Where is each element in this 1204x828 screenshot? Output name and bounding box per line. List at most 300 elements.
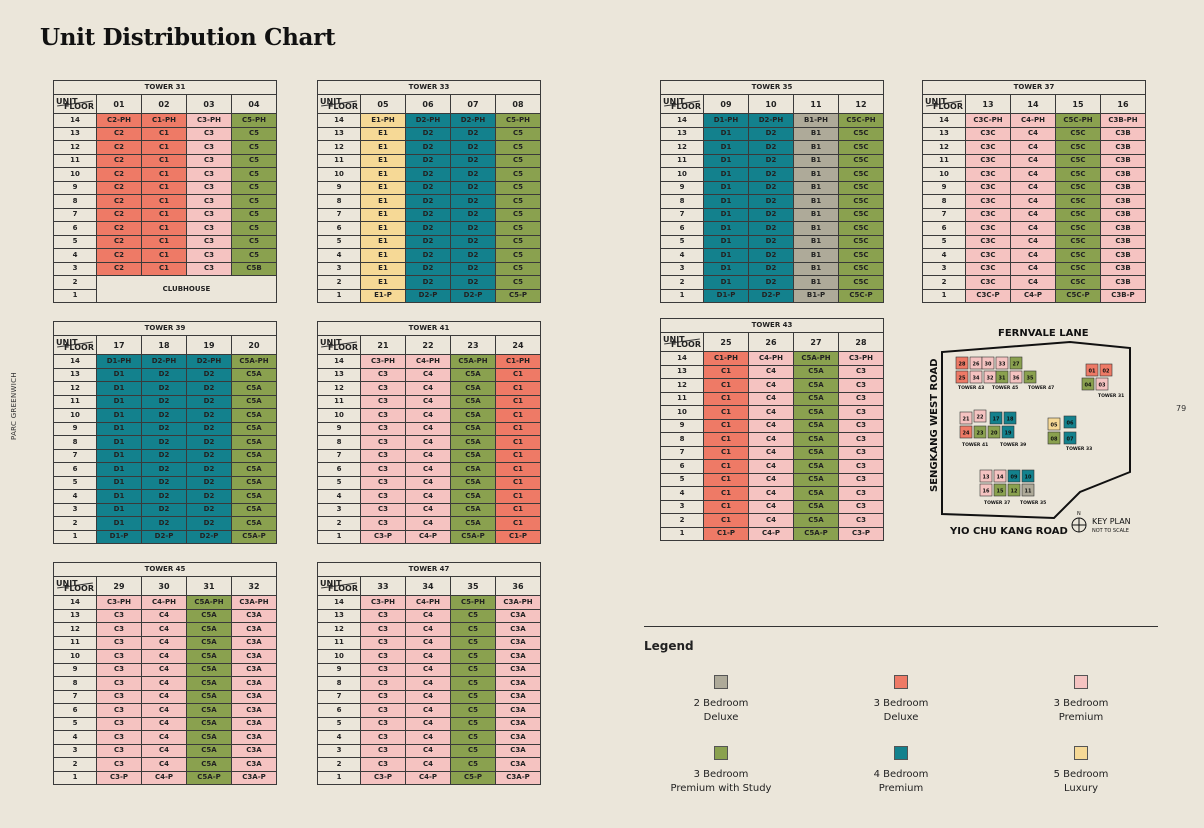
unit-type-cell: C4 [749,460,794,474]
legend-item [656,746,786,796]
key-plan-tower-label: TOWER 43 [958,386,985,391]
floor-number: 5 [318,235,361,249]
key-plan-unit-label: 15 [996,488,1004,495]
unit-type-cell: C3B [1101,222,1146,236]
legend-swatch [894,746,908,760]
unit-type-cell: C5A [187,650,232,664]
unit-type-cell: C3C [966,235,1011,249]
unit-type-cell: C3A-P [496,771,541,785]
unit-type-cell: C3B [1101,208,1146,222]
floor-row [318,422,541,436]
key-plan-unit-label: 28 [958,361,966,368]
unit-type-cell: C4 [406,690,451,704]
unit-type-cell: C3 [187,195,232,209]
unit-type-cell: C3 [361,449,406,463]
floor-row [318,289,541,303]
unit-type-cell: C5 [232,168,277,182]
floor-row [318,114,541,128]
floor-number: 12 [661,379,704,393]
legend-swatch [894,675,908,689]
unit-type-cell: D2 [406,235,451,249]
unit-type-cell: C4-PH [406,355,451,369]
legend-item [1016,675,1146,725]
floor-row [661,141,884,155]
unit-type-cell: C4 [406,744,451,758]
key-plan-unit-label: 24 [962,430,970,437]
unit-type-cell: C5C [1056,262,1101,276]
floor-row [923,127,1146,141]
floor-row [54,154,277,168]
floor-number: 1 [923,289,966,303]
unit-number: 27 [794,333,839,352]
floor-number: 9 [318,422,361,436]
unit-type-cell: C4 [142,650,187,664]
floor-number: 9 [318,663,361,677]
tower-name: TOWER 45 [54,563,277,577]
unit-type-cell: D2 [406,168,451,182]
floor-number: 12 [318,141,361,155]
floor-row [318,731,541,745]
unit-type-cell: C4-PH [406,596,451,610]
unit-type-cell: C5 [451,636,496,650]
unit-type-cell: C3C-P [966,289,1011,303]
unit-type-cell: C5A [794,487,839,501]
unit-type-cell: D2 [749,235,794,249]
floor-label: FLOOR [63,584,94,593]
floor-row [318,181,541,195]
unit-type-cell: C3A-PH [232,596,277,610]
unit-type-cell: C1 [704,392,749,406]
floor-label: FLOOR [327,102,358,111]
floor-number: 1 [54,530,97,544]
floor-number: 10 [318,409,361,423]
unit-type-cell: C5 [496,249,541,263]
unit-floor-header [923,95,966,114]
floor-number: 9 [318,181,361,195]
key-plan-unit-label: 01 [1088,368,1096,375]
tower-table [922,80,1146,303]
floor-number: 2 [54,517,97,531]
floor-row [661,249,884,263]
unit-type-cell: C3-P [97,771,142,785]
tower-table [53,562,277,785]
floor-row [318,409,541,423]
unit-type-cell: C3 [361,704,406,718]
unit-type-cell: C5C [1056,235,1101,249]
floor-row [54,222,277,236]
floor-number: 12 [54,382,97,396]
unit-type-cell: D1 [704,141,749,155]
unit-type-cell: C1 [704,433,749,447]
floor-row [661,514,884,528]
unit-type-cell: C5A [794,419,839,433]
unit-type-cell: E1 [361,235,406,249]
unit-type-cell: C5 [232,208,277,222]
floor-row [54,503,277,517]
floor-row [661,473,884,487]
unit-type-cell: C5C [839,195,884,209]
unit-type-cell: C4 [406,704,451,718]
unit-type-cell: C3 [97,623,142,637]
unit-type-cell: C3B-P [1101,289,1146,303]
unit-type-cell: C3 [361,650,406,664]
unit-type-cell: C2 [97,262,142,276]
unit-type-cell: C2 [97,235,142,249]
unit-type-cell: C5 [496,154,541,168]
unit-type-cell: C5A [794,379,839,393]
unit-type-cell: C3 [361,476,406,490]
floor-row [923,181,1146,195]
floor-number: 5 [318,717,361,731]
floor-row [318,195,541,209]
unit-type-cell: D1 [97,476,142,490]
key-plan-label: KEY PLAN [1092,517,1131,526]
unit-type-cell: C4 [406,758,451,772]
unit-type-cell: C3A [232,609,277,623]
unit-type-cell: C4-PH [749,352,794,366]
unit-type-cell: D1 [97,449,142,463]
floor-number: 7 [54,449,97,463]
key-plan-unit-label: 03 [1098,382,1106,389]
unit-type-cell: C3 [839,514,884,528]
unit-type-cell: C5 [451,758,496,772]
unit-type-cell: C1 [496,503,541,517]
key-plan-unit-label: 33 [998,361,1006,368]
unit-type-cell: C3B-PH [1101,114,1146,128]
unit-type-cell: C3A [232,650,277,664]
floor-number: 9 [923,181,966,195]
road-label-north: FERNVALE LANE [998,328,1089,339]
unit-label: UNIT [56,97,78,106]
unit-type-cell: C5A [187,717,232,731]
unit-type-cell: D2 [142,517,187,531]
unit-type-cell: C3B [1101,181,1146,195]
unit-type-cell: D1 [704,208,749,222]
floor-number: 4 [54,249,97,263]
key-plan-tower-label: TOWER 45 [992,386,1019,391]
unit-type-cell: C5C-PH [1056,114,1101,128]
unit-type-cell: C4 [406,731,451,745]
unit-type-cell: B1 [794,276,839,290]
floor-number: 10 [318,168,361,182]
floor-row [318,476,541,490]
floor-number: 13 [661,365,704,379]
unit-number: 23 [451,336,496,355]
floor-row [661,289,884,303]
floor-row [661,433,884,447]
floor-number: 9 [54,181,97,195]
floor-label: FLOOR [670,340,701,349]
unit-number: 03 [187,95,232,114]
unit-type-cell: C4 [1011,235,1056,249]
unit-type-cell: C5A [187,663,232,677]
key-plan-unit-label: 21 [962,416,970,423]
legend-label-line2: Deluxe [883,712,919,723]
tower-name: TOWER 43 [661,319,884,333]
floor-number: 2 [54,276,97,290]
unit-number: 01 [97,95,142,114]
floor-row [923,222,1146,236]
unit-label: UNIT [320,579,342,588]
unit-type-cell: C2 [97,222,142,236]
unit-number: 22 [406,336,451,355]
key-plan-unit-label: 06 [1066,420,1074,427]
unit-type-cell: C5 [496,127,541,141]
unit-type-cell: C3 [97,636,142,650]
legend-swatch [714,746,728,760]
floor-row [54,355,277,369]
unit-type-cell: D2 [187,517,232,531]
unit-type-cell: C5A-P [451,530,496,544]
tower-name: TOWER 35 [661,81,884,95]
floor-row [923,276,1146,290]
unit-type-cell: E1 [361,154,406,168]
unit-type-cell: C3 [361,409,406,423]
unit-type-cell: C3 [187,249,232,263]
floor-number: 9 [54,422,97,436]
floor-number: 1 [661,289,704,303]
floor-row [923,249,1146,263]
legend-label-line1: 4 Bedroom [873,769,929,780]
floor-number: 11 [318,636,361,650]
unit-type-cell: C3C [966,154,1011,168]
unit-type-cell: B1 [794,195,839,209]
unit-type-cell: C3A [496,744,541,758]
floor-number: 14 [923,114,966,128]
unit-type-cell: C5A [232,449,277,463]
unit-type-cell: C4 [749,514,794,528]
legend-item [656,675,786,725]
unit-type-cell: D2 [749,154,794,168]
unit-type-cell: C4 [142,663,187,677]
unit-type-cell: D2 [749,195,794,209]
unit-type-cell: C3 [361,758,406,772]
unit-type-cell: C5C [839,181,884,195]
unit-type-cell: C1 [496,422,541,436]
floor-row [54,208,277,222]
unit-type-cell: C3C [966,222,1011,236]
unit-type-cell: C5B [232,262,277,276]
floor-row [661,527,884,541]
unit-type-cell: C1 [142,181,187,195]
unit-type-cell: C3 [361,463,406,477]
unit-type-cell: C5A [794,406,839,420]
unit-type-cell: C3 [839,473,884,487]
unit-type-cell: C3 [97,717,142,731]
unit-type-cell: C1 [496,395,541,409]
unit-type-cell: D2 [142,409,187,423]
unit-type-cell: C5 [232,154,277,168]
floor-row [318,141,541,155]
unit-type-cell: C5A [794,460,839,474]
floor-label: FLOOR [63,343,94,352]
floor-row [661,392,884,406]
unit-type-cell: C3C [966,181,1011,195]
unit-type-cell: D2-P [406,289,451,303]
floor-row [54,141,277,155]
unit-type-cell: C3A-P [232,771,277,785]
unit-type-cell: C3 [187,141,232,155]
unit-type-cell: D2 [142,503,187,517]
unit-type-cell: C2 [97,195,142,209]
unit-type-cell: C5A-PH [232,355,277,369]
tower-table [53,321,277,544]
unit-type-cell: C5 [232,127,277,141]
floor-row [54,744,277,758]
key-plan-unit-label: 10 [1024,474,1032,481]
unit-type-cell: C2 [97,141,142,155]
unit-type-cell: D2 [142,449,187,463]
floor-number: 7 [923,208,966,222]
floor-row [318,249,541,263]
floor-row [318,355,541,369]
unit-type-cell: C3 [97,744,142,758]
unit-type-cell: C3C [966,249,1011,263]
unit-type-cell: C3B [1101,276,1146,290]
floor-row [923,208,1146,222]
key-plan-unit-label: 23 [976,430,984,437]
floor-number: 4 [318,731,361,745]
unit-type-cell: C5C [1056,195,1101,209]
key-plan-unit-label: 11 [1024,488,1032,495]
unit-type-cell: C4 [406,382,451,396]
unit-type-cell: C5 [232,195,277,209]
floor-number: 6 [54,704,97,718]
floor-row [318,382,541,396]
floor-row [54,704,277,718]
legend-label-line2: Deluxe [703,712,739,723]
unit-type-cell: C3 [839,406,884,420]
floor-number: 5 [923,235,966,249]
key-plan-tower-label: TOWER 35 [1020,501,1047,506]
unit-type-cell: E1 [361,181,406,195]
key-plan-unit-label: 34 [972,375,980,382]
floor-row [54,235,277,249]
unit-type-cell: B1 [794,127,839,141]
unit-type-cell: C5C [1056,127,1101,141]
floor-row [318,463,541,477]
unit-type-cell: C1 [142,127,187,141]
unit-type-cell: C5A [451,395,496,409]
unit-type-cell: C4 [749,446,794,460]
unit-type-cell: D2 [142,463,187,477]
unit-type-cell: C3 [97,677,142,691]
key-plan-unit-label: 17 [992,416,1000,423]
unit-type-cell: C1 [142,168,187,182]
floor-number: 14 [318,355,361,369]
floor-number: 14 [54,355,97,369]
unit-type-cell: C1 [704,514,749,528]
floor-row [318,744,541,758]
unit-type-cell: C3A [232,636,277,650]
unit-type-cell: C5A [232,368,277,382]
unit-type-cell: C5A [232,436,277,450]
unit-type-cell: C4 [749,406,794,420]
unit-type-cell: C3A [496,623,541,637]
unit-type-cell: C5 [232,249,277,263]
unit-type-cell: B1 [794,141,839,155]
floor-row [318,717,541,731]
floor-row [661,195,884,209]
unit-type-cell: C3 [361,490,406,504]
unit-type-cell: C4 [406,636,451,650]
unit-type-cell: C5C [839,154,884,168]
unit-type-cell: C5C [1056,181,1101,195]
unit-type-cell: C3 [839,379,884,393]
floor-number: 7 [318,208,361,222]
unit-number: 34 [406,577,451,596]
unit-type-cell: C4 [406,609,451,623]
unit-type-cell: C1 [704,379,749,393]
floor-row [54,262,277,276]
unit-type-cell: C4 [142,758,187,772]
unit-type-cell: C5 [496,181,541,195]
unit-type-cell: C1 [496,463,541,477]
key-plan-unit-label: 20 [990,430,998,437]
floor-row [923,114,1146,128]
unit-type-cell: C4 [406,717,451,731]
unit-type-cell: C3 [839,500,884,514]
unit-type-cell: C5A [451,368,496,382]
floor-number: 10 [661,168,704,182]
unit-type-cell: E1 [361,276,406,290]
unit-type-cell: C5A [451,449,496,463]
unit-type-cell: C4 [749,392,794,406]
floor-number: 13 [923,127,966,141]
unit-type-cell: C1 [496,368,541,382]
floor-number: 2 [54,758,97,772]
tower-table [317,80,541,303]
legend [644,626,1158,794]
floor-row [661,379,884,393]
floor-row [318,235,541,249]
floor-number: 12 [661,141,704,155]
floor-number: 3 [54,503,97,517]
floor-number: 13 [54,127,97,141]
unit-floor-header [54,336,97,355]
floor-row [54,168,277,182]
floor-row [318,262,541,276]
key-plan-blocks [956,357,1112,496]
unit-type-cell: C5A [794,500,839,514]
unit-type-cell: C4 [406,409,451,423]
floor-row [54,677,277,691]
unit-type-cell: D2 [187,503,232,517]
floor-label: FLOOR [327,584,358,593]
floor-row [54,623,277,637]
unit-type-cell: C4 [1011,154,1056,168]
floor-number: 1 [54,289,97,303]
floor-number: 11 [923,154,966,168]
floor-number: 13 [661,127,704,141]
unit-type-cell: C5 [232,141,277,155]
key-plan-unit-label: 35 [1026,375,1034,382]
unit-type-cell: C2 [97,181,142,195]
unit-type-cell: E1 [361,127,406,141]
unit-type-cell: C5C [839,262,884,276]
unit-type-cell: B1 [794,235,839,249]
key-plan-unit-label: 05 [1050,422,1058,429]
unit-type-cell: B1 [794,168,839,182]
key-plan-map [920,322,1180,542]
unit-type-cell: C5A [232,476,277,490]
floor-row [661,222,884,236]
floor-row [318,517,541,531]
tower-table [53,80,277,303]
unit-type-cell: C3-P [839,527,884,541]
floor-row [54,717,277,731]
floor-number: 7 [318,690,361,704]
